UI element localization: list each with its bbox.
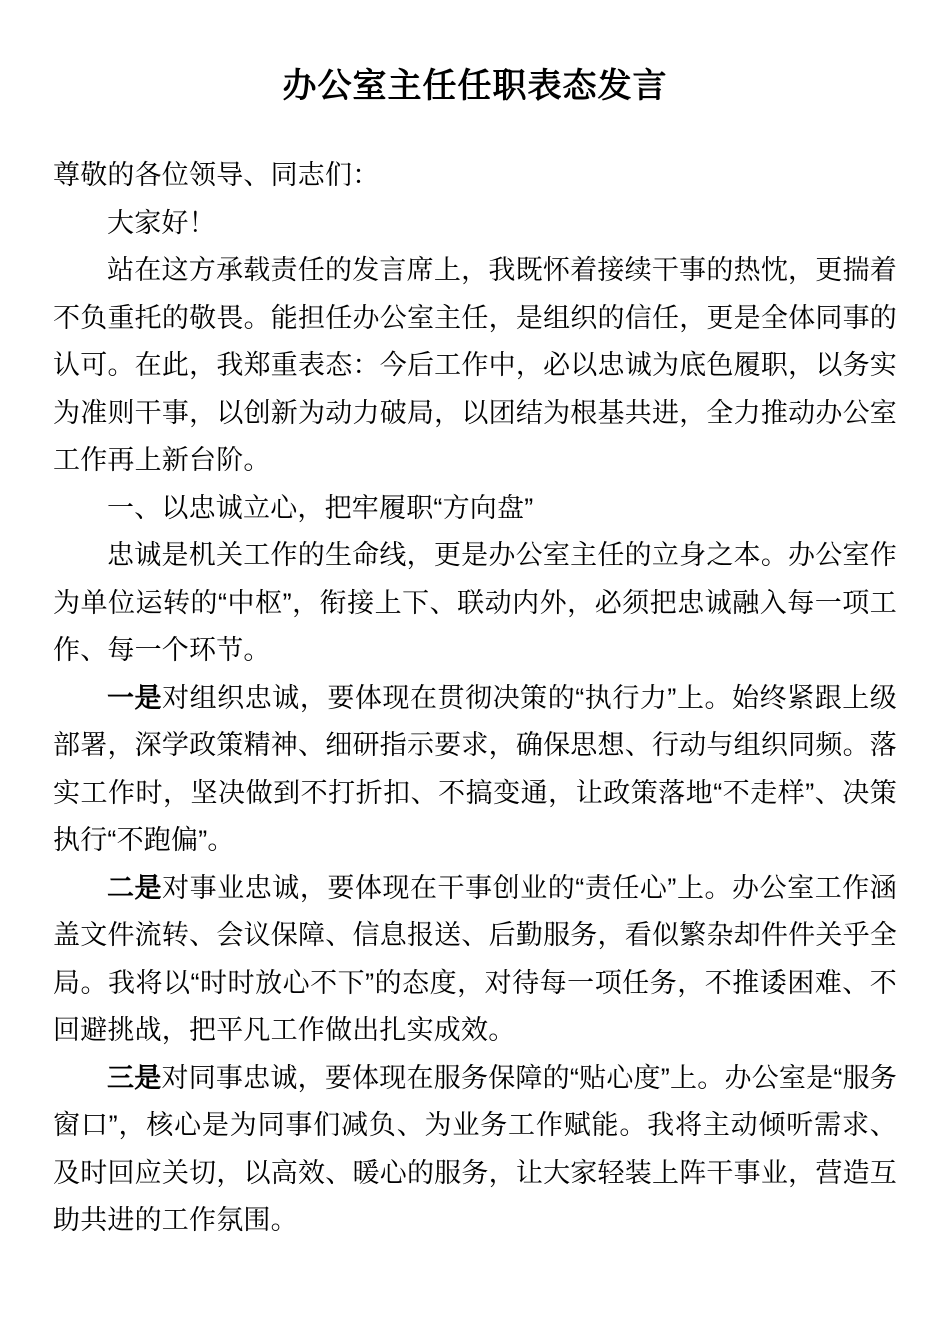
salutation-line: 尊敬的各位领导、同志们： [53, 160, 380, 190]
greeting-line: 大家好！ [107, 207, 216, 238]
document-body [53, 152, 897, 1245]
point-3-lead-label: 三是 [107, 1062, 162, 1093]
section-1-intro-paragraph: 忠诚是机关工作的生命线，更是办公室主任的立身之本。办公室作为单位运转的“中枢”，衔接上下、联动内外，必须把忠诚融入每一项工作、每一个环节。 [53, 540, 897, 665]
opening-paragraph: 站在这方承载责任的发言席上，我既怀着接续干事的热忱，更揣着不负重托的敬畏。能担任办公室主任，是组织的信任，更是全体同事的认可。在此，我郑重表态：今后工作中，必以忠诚为底色履职，以务实为准则干事，以创新为动力破局，以团结为根基共进，全力推动办公室工作再上新台阶。 [53, 255, 897, 475]
point-2-text: 对事业忠诚，要体现在干事创业的“责任心”上。办公室工作涵盖文件流转、会议保障、信息报送、后勤服务，看似繁杂却件件关乎全局。我将以“时时放心不下”的态度，对待每一项任务，不推诿困难、不回避挑战，把平凡工作做出扎实成效。 [53, 872, 897, 1045]
point-1-text: 对组织忠诚，要体现在贯彻决策的“执行力”上。始终紧跟上级部署，深学政策精神、细研指示要求，确保思想、行动与组织同频。落实工作时，坚决做到不打折扣、不搞变通，让政策落地“不走样”、决策执行“不跑偏”。 [53, 682, 897, 855]
page-title: 办公室主任任职表态发言 [282, 67, 668, 105]
point-3-text: 对同事忠诚，要体现在服务保障的“贴心度”上。办公室是“服务窗口”，核心是为同事们减负、为业务工作赋能。我将主动倾听需求、及时回应关切，以高效、暖心的服务，让大家轻装上阵干事业，营造互助共进的工作氛围。 [53, 1062, 897, 1235]
point-1-lead-label: 一是 [107, 682, 163, 713]
section-1-point-1 [53, 675, 897, 865]
point-2-lead-label: 二是 [107, 872, 163, 903]
section-1-point-3 [53, 1055, 897, 1245]
section-1-point-2 [53, 865, 897, 1055]
section-heading-1: 一、以忠诚立心，把牢履职“方向盘” [107, 492, 534, 523]
